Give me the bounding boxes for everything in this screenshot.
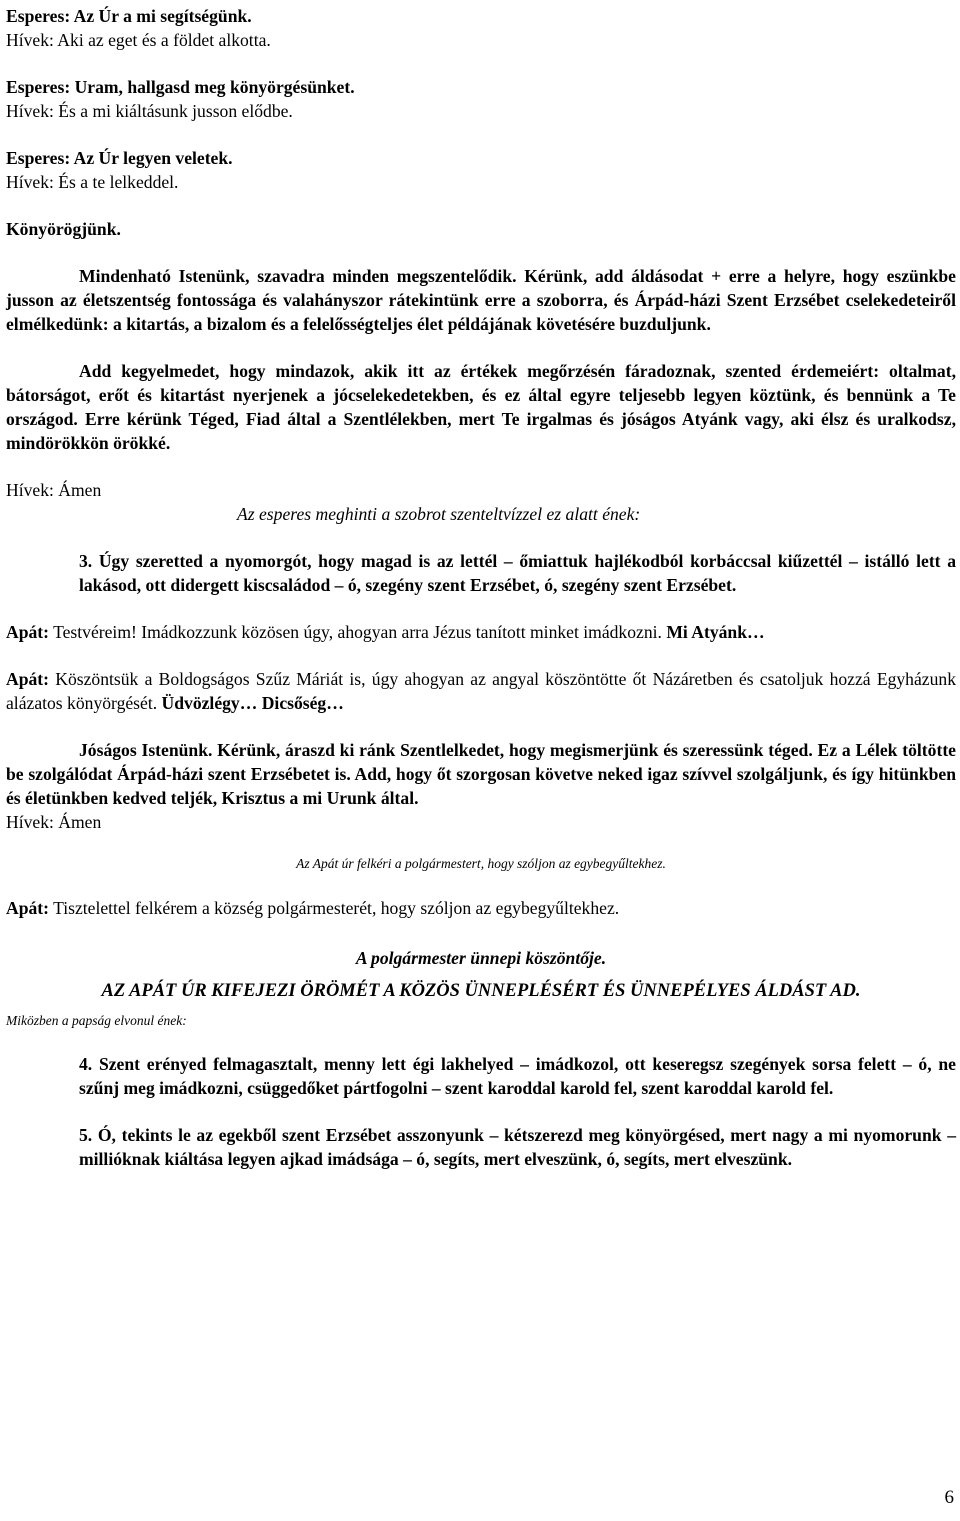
response-line-2: Hívek: És a mi kiáltásunk jusson elődbe. xyxy=(6,101,293,121)
final-blessing-heading: AZ APÁT ÚR KIFEJEZI ÖRÖMÉT A KÖZÖS ÜNNEPLÉSÉRT ÉS ÜNNEPÉLYES ÁLDÁST AD. xyxy=(101,981,861,1001)
priest-line-3: Esperes: Az Úr legyen veletek. xyxy=(6,148,233,168)
abbot-invitation-line xyxy=(6,896,956,920)
abbot-label: Apát: xyxy=(6,898,50,918)
response-line-1: Hívek: Aki az eget és a földet alkotta. xyxy=(6,30,271,50)
priest-line-1: Esperes: Az Úr a mi segítségünk. xyxy=(6,6,252,26)
amen-response-2: Hívek: Ámen xyxy=(6,812,102,832)
abbot-hail-mary-paragraph xyxy=(6,667,956,715)
hail-mary-prayer: Üdvözlégy… xyxy=(161,693,258,713)
our-father-prayer: Mi Atyánk… xyxy=(666,622,765,642)
mayor-invitation-rubric: Az Apát úr felkéri a polgármestert, hogy szóljon az egybegyűltekhez. xyxy=(296,856,666,871)
hymn-verse-4: 4. Szent erényed felmagasztalt, menny lett égi lakhelyed – imádkozol, ott keseregsz szegények sorsa felett – ó, ne szűnj meg imádkozni, csüggedőket pártfogolni – szent karoddal karold fel, szent karoddal karold fel. xyxy=(79,1054,956,1098)
sprinkling-rubric: Az esperes meghinti a szobrot szenteltvízzel ez alatt ének: xyxy=(237,504,641,524)
holy-spirit-prayer-paragraph: Jóságos Istenünk. Kérünk, áraszd ki ránk Szentlelkedet, hogy megismerjünk és szeressünk téged. Ez a Lélek töltötte be szolgálódat Árpád-házi szent Erzsébetet is. Add, hogy őt szorgosan követve neked igaz szívvel szolgáljunk, és így hitünkben és életünkben kedved teljék, Krisztus a mi Urunk által. xyxy=(6,740,956,808)
abbot-label: Apát: xyxy=(6,622,50,642)
procession-rubric: Miközben a papság elvonul ének: xyxy=(6,1013,187,1028)
mayor-greeting-heading: A polgármester ünnepi köszöntője. xyxy=(355,948,607,968)
document-page xyxy=(6,4,956,1171)
hymn-verse-3: 3. Úgy szeretted a nyomorgót, hogy magad is az lettél – őmiattuk hajlékodból korbáccsal kiűzettél – istálló lett a lakásod, ott didergett kiscsaládod – ó, szegény szent Erzsébet, ó, szegény szent Erzsébet. xyxy=(79,551,956,595)
response-line-3: Hívek: És a te lelkeddel. xyxy=(6,172,179,192)
abbot-our-father-line xyxy=(6,620,956,644)
page-number: 6 xyxy=(944,1487,954,1508)
hymn-verse-5: 5. Ó, tekints le az egekből szent Erzsébet asszonyunk – kétszerezd meg könyörgésed, mert nagy a mi nyomorunk – millióknak kiáltása legyen ajkad imádsága – ó, segíts, mert elveszünk, ó, segíts, mert elveszünk. xyxy=(79,1125,956,1169)
intercession-paragraph: Add kegyelmedet, hogy mindazok, akik itt az értékek megőrzésén fáradoznak, szented érdemeiért: oltalmat, bátorságot, erőt és kitartást nyerjenek a jócselekedetekben, és ez által egyre teljesebb legyen köztünk, és bennünk a Te országod. Erre kérünk Téged, Fiad által a Szentlélekben, mert Te irgalmas és jóságos Atyánk vagy, aki élsz és uralkodsz, mindörökkön örökké. xyxy=(6,361,956,453)
abbot-text: Tisztelettel felkérem a község polgármesterét, hogy szóljon az egybegyűltekhez. xyxy=(49,898,620,918)
abbot-text: Testvéreim! Imádkozzunk közösen úgy, ahogyan arra Jézus tanított minket imádkozni. xyxy=(49,622,667,642)
amen-response-1: Hívek: Ámen xyxy=(6,480,102,500)
glory-be-prayer: Dicsőség… xyxy=(261,693,344,713)
let-us-pray: Könyörögjünk. xyxy=(6,219,121,239)
priest-line-2: Esperes: Uram, hallgasd meg könyörgésünket. xyxy=(6,77,355,97)
blessing-prayer-paragraph: Mindenható Istenünk, szavadra minden megszentelődik. Kérünk, add áldásodat + erre a helyre, hogy eszünkbe jusson az életszentség fontossága és valahányszor rátekintünk erre a szoborra, és Árpád-házi Szent Erzsébet cselekedeteiről elmélkedünk: a kitartás, a bizalom és a felelősségteljes élet példájának követésére buzduljunk. xyxy=(6,266,956,334)
abbot-text: Köszöntsük a Boldogságos Szűz Máriát is, úgy ahogyan az angyal köszöntötte őt Názáretben és csatoljuk hozzá Egyházunk alázatos könyörgését. xyxy=(6,669,956,713)
abbot-label: Apát: xyxy=(6,669,50,689)
